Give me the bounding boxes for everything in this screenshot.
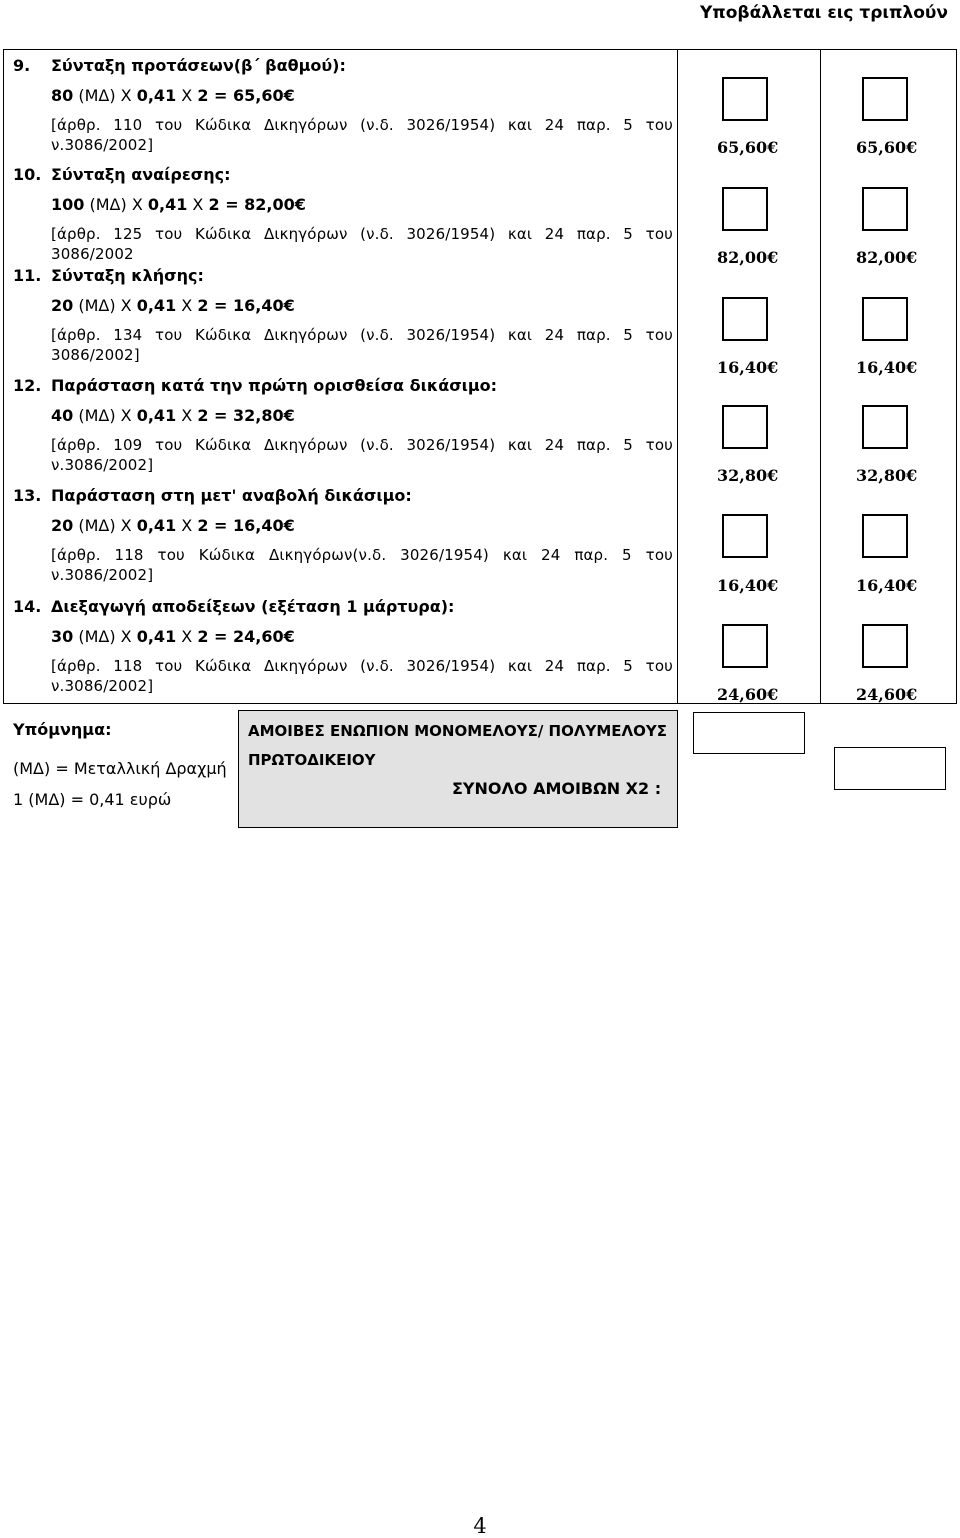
amount: 24,60€: [717, 685, 779, 704]
amount: 16,40€: [717, 358, 779, 377]
legend-title: Υπόμνημα:: [13, 720, 112, 739]
formula-times: Χ: [176, 406, 198, 425]
item-title-text: Σύνταξη αναίρεσης:: [51, 165, 231, 184]
item-reference: [άρθρ. 118 του Κώδικα Δικηγόρων (ν.δ. 3026/1954) και 24 παρ. 5 του ν.3086/2002]: [51, 657, 673, 695]
formula-unit-label: (ΜΔ) Χ: [73, 296, 137, 315]
formula-unit-label: (ΜΔ) Χ: [84, 195, 148, 214]
item-formula: [13, 195, 673, 215]
formula-result: 2 = 24,60€: [197, 627, 295, 646]
item-title: [13, 56, 673, 76]
item-number: 12.: [13, 376, 42, 395]
item-number: 11.: [13, 266, 42, 285]
summary-heading: ΑΜΟΙΒΕΣ ΕΝΩΠΙΟΝ ΜΟΝΟΜΕΛΟΥΣ/ ΠΟΛΥΜΕΛΟΥΣ: [248, 722, 667, 740]
amount: 82,00€: [717, 248, 779, 267]
legend-line: 1 (ΜΔ) = 0,41 ευρώ: [13, 790, 172, 809]
checkbox[interactable]: [862, 514, 908, 558]
item-number: 13.: [13, 486, 42, 505]
fee-item: [13, 486, 673, 585]
formula-result: 2 = 32,80€: [197, 406, 295, 425]
checkbox[interactable]: [722, 77, 768, 121]
formula-rate: 0,41: [136, 516, 177, 535]
formula-units: 20: [51, 296, 74, 315]
fee-item: [13, 165, 673, 264]
fee-item: [13, 56, 673, 155]
formula-units: 100: [51, 195, 85, 214]
formula-units: 20: [51, 516, 74, 535]
formula-times: Χ: [176, 516, 198, 535]
fee-item: [13, 266, 673, 365]
item-formula: [13, 86, 673, 106]
formula-rate: 0,41: [136, 627, 177, 646]
item-reference: [άρθρ. 134 του Κώδικα Δικηγόρων (ν.δ. 3026/1954) και 24 παρ. 5 του 3086/2002]: [51, 326, 673, 364]
formula-unit-label: (ΜΔ) Χ: [73, 627, 137, 646]
checkbox[interactable]: [722, 624, 768, 668]
formula-units: 30: [51, 627, 74, 646]
legend: [13, 720, 227, 809]
item-number: 9.: [13, 56, 31, 75]
fee-item: [13, 376, 673, 475]
fee-item: [13, 597, 673, 696]
item-title-text: Σύνταξη προτάσεων(β΄ βαθμού):: [51, 56, 346, 75]
item-title: [13, 266, 673, 286]
checkbox[interactable]: [722, 514, 768, 558]
formula-times: Χ: [187, 195, 209, 214]
item-reference: [άρθρ. 110 του Κώδικα Δικηγόρων (ν.δ. 3026/1954) και 24 παρ. 5 του ν.3086/2002]: [51, 116, 673, 154]
item-formula: [13, 296, 673, 316]
item-number: 10.: [13, 165, 42, 184]
amount: 32,80€: [856, 466, 918, 485]
formula-rate: 0,41: [136, 296, 177, 315]
item-title-text: Παράσταση κατά την πρώτη ορισθείσα δικάσιμο:: [51, 376, 498, 395]
formula-unit-label: (ΜΔ) Χ: [73, 516, 137, 535]
formula-units: 80: [51, 86, 74, 105]
item-title: [13, 597, 673, 617]
amount: 16,40€: [856, 358, 918, 377]
checkbox[interactable]: [862, 77, 908, 121]
checkbox[interactable]: [862, 624, 908, 668]
amount: 32,80€: [717, 466, 779, 485]
checkbox[interactable]: [722, 405, 768, 449]
item-title-text: Παράσταση στη μετ' αναβολή δικάσιμο:: [51, 486, 412, 505]
item-reference: [άρθρ. 125 του Κώδικα Δικηγόρων (ν.δ. 3026/1954) και 24 παρ. 5 του 3086/2002: [51, 225, 673, 263]
column-divider: [677, 49, 678, 704]
amount: 16,40€: [717, 576, 779, 595]
legend-line: (ΜΔ) = Μεταλλική Δραχμή: [13, 759, 227, 778]
checkbox[interactable]: [862, 187, 908, 231]
formula-result: 2 = 16,40€: [197, 516, 295, 535]
formula-unit-label: (ΜΔ) Χ: [73, 86, 137, 105]
submission-note: Υποβάλλεται εις τριπλούν: [699, 3, 948, 23]
item-reference: [άρθρ. 118 του Κώδικα Δικηγόρων(ν.δ. 3026/1954) και 24 παρ. 5 του ν.3086/2002]: [51, 546, 673, 584]
item-title-text: Σύνταξη κλήσης:: [51, 266, 204, 285]
item-formula: [13, 406, 673, 426]
checkbox[interactable]: [722, 297, 768, 341]
amount: 65,60€: [856, 138, 918, 157]
amount: 82,00€: [856, 248, 918, 267]
amount: 65,60€: [717, 138, 779, 157]
item-number: 14.: [13, 597, 42, 616]
total-input[interactable]: [834, 747, 946, 790]
formula-rate: 0,41: [147, 195, 188, 214]
summary-heading-2: ΠΡΩΤΟΔΙΚΕΙΟΥ: [248, 751, 376, 769]
item-title-text: Διεξαγωγή αποδείξεων (εξέταση 1 μάρτυρα):: [51, 597, 455, 616]
formula-units: 40: [51, 406, 74, 425]
formula-rate: 0,41: [136, 406, 177, 425]
formula-times: Χ: [176, 86, 198, 105]
checkbox[interactable]: [862, 297, 908, 341]
formula-result: 2 = 16,40€: [197, 296, 295, 315]
formula-result: 2 = 65,60€: [197, 86, 295, 105]
formula-unit-label: (ΜΔ) Χ: [73, 406, 137, 425]
formula-rate: 0,41: [136, 86, 177, 105]
formula-times: Χ: [176, 296, 198, 315]
item-formula: [13, 516, 673, 536]
amount: 24,60€: [856, 685, 918, 704]
item-formula: [13, 627, 673, 647]
checkbox[interactable]: [862, 405, 908, 449]
item-title: [13, 376, 673, 396]
formula-times: Χ: [176, 627, 198, 646]
total-label: ΣΥΝΟΛΟ ΑΜΟΙΒΩΝ Χ2 :: [452, 779, 662, 798]
item-reference: [άρθρ. 109 του Κώδικα Δικηγόρων (ν.δ. 3026/1954) και 24 παρ. 5 του ν.3086/2002]: [51, 436, 673, 474]
checkbox[interactable]: [722, 187, 768, 231]
item-title: [13, 486, 673, 506]
item-title: [13, 165, 673, 185]
total-input[interactable]: [693, 712, 805, 754]
column-divider: [820, 49, 821, 704]
formula-result: 2 = 82,00€: [208, 195, 306, 214]
page-number: 4: [473, 1514, 487, 1538]
amount: 16,40€: [856, 576, 918, 595]
